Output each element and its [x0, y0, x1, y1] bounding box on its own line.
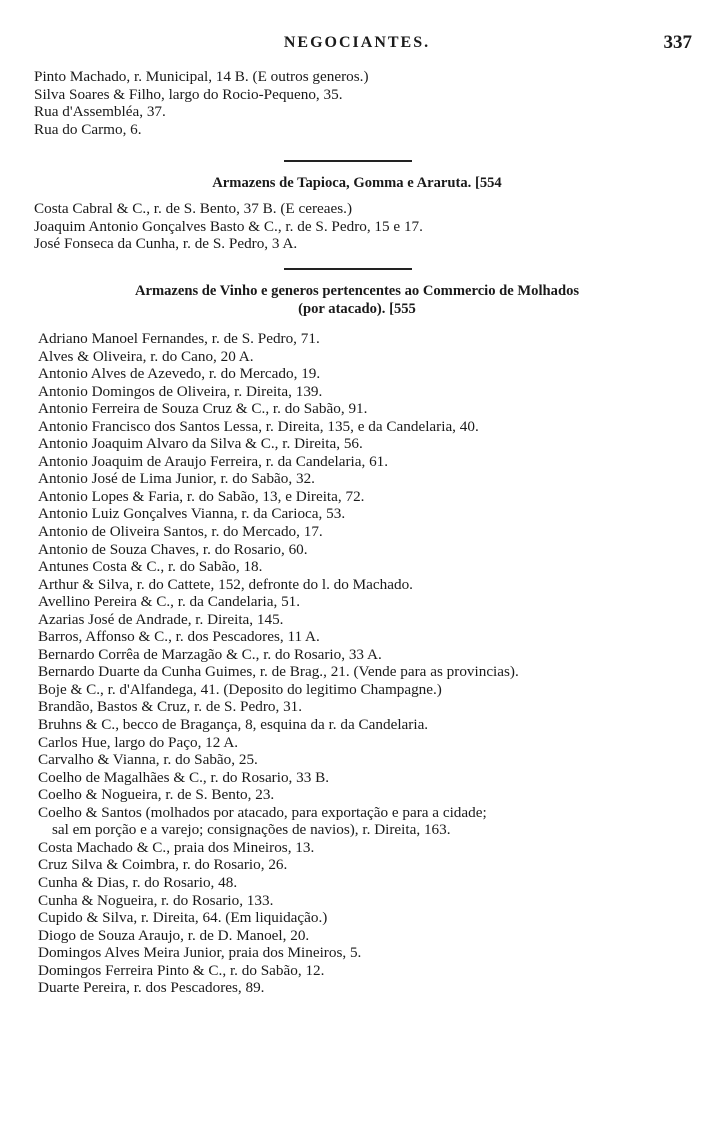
page-header-title: NEGOCIANTES. — [283, 34, 431, 51]
list-item: Coelho de Magalhães & C., r. do Rosario, 33 B. — [38, 768, 330, 786]
list-item: Rua d'Assembléa, 37. — [34, 103, 166, 121]
list-item: Domingos Alves Meira Junior, praia dos Mineiros, 5. — [38, 944, 362, 962]
list-item: Carvalho & Vianna, r. do Sabão, 25. — [38, 751, 258, 769]
section-code: [555 — [389, 301, 416, 317]
list-item: Antonio Lopes & Faria, r. do Sabão, 13, e Direita, 72. — [38, 487, 365, 505]
list-item: Boje & C., r. d'Alfandega, 41. (Deposito do legitimo Champagne.) — [38, 680, 442, 698]
list-item: Rua do Carmo, 6. — [34, 120, 142, 138]
list-item: Costa Machado & C., praia dos Mineiros, 13. — [38, 838, 315, 856]
list-item: Antonio Joaquim de Araujo Ferreira, r. da Candelaria, 61. — [38, 452, 389, 470]
list-item: Avellino Pereira & C., r. da Candelaria, 51. — [38, 593, 301, 611]
list-item: Antonio Francisco dos Santos Lessa, r. Direita, 135, e da Candelaria, 40. — [38, 417, 479, 435]
list-item: Silva Soares & Filho, largo do Rocio-Pequeno, 35. — [34, 85, 343, 103]
list-item: Costa Cabral & C., r. de S. Bento, 37 B. (E cereaes.) — [34, 200, 353, 217]
list-item: Bruhns & C., becco de Bragança, 8, esquina da r. da Candelaria. — [38, 716, 429, 734]
page-number: 337 — [663, 32, 692, 53]
list-item: Antonio José de Lima Junior, r. do Sabão, 32. — [38, 470, 315, 488]
list-item: Diogo de Souza Araujo, r. de D. Manoel, 20. — [38, 926, 310, 944]
section-divider — [284, 268, 412, 270]
list-item: Antonio Ferreira de Souza Cruz & C., r. do Sabão, 91. — [38, 400, 368, 418]
list-item: Cunha & Nogueira, r. do Rosario, 133. — [38, 891, 274, 909]
list-item: Alves & Oliveira, r. do Cano, 20 A. — [38, 347, 254, 365]
list-item: Cruz Silva & Coimbra, r. do Rosario, 26. — [38, 856, 288, 874]
list-item: José Fonseca da Cunha, r. de S. Pedro, 3 A. — [34, 235, 298, 253]
list-item: Carlos Hue, largo do Paço, 12 A. — [38, 733, 239, 751]
section-heading-vinho — [0, 282, 714, 318]
list-item: Bernardo Duarte da Cunha Guimes, r. de Brag., 21. (Vende para as provincias). — [38, 663, 519, 681]
section-heading-tapioca — [0, 174, 714, 192]
list-item: Antonio de Oliveira Santos, r. do Mercado, 17. — [38, 523, 323, 541]
list-item: Antonio de Souza Chaves, r. do Rosario, 60. — [38, 540, 308, 558]
list-item: Adriano Manoel Fernandes, r. de S. Pedro, 71. — [38, 330, 320, 347]
section-title: Armazens de Tapioca, Gomma e Araruta. — [212, 175, 472, 191]
continuation-list — [0, 68, 714, 138]
section-code: [554 — [474, 175, 502, 191]
vinho-list — [0, 330, 714, 997]
list-item: Coelho & Nogueira, r. de S. Bento, 23. — [38, 786, 275, 804]
list-item: Antonio Domingos de Oliveira, r. Direita, 139. — [38, 382, 323, 400]
list-item: Azarias José de Andrade, r. Direita, 145. — [38, 610, 284, 628]
list-item: Antonio Luiz Gonçalves Vianna, r. da Carioca, 53. — [38, 505, 346, 523]
list-item: Domingos Ferreira Pinto & C., r. do Sabão, 12. — [38, 961, 325, 979]
list-item: Arthur & Silva, r. do Cattete, 152, defronte do l. do Machado. — [38, 575, 413, 593]
list-item: Antunes Costa & C., r. do Sabão, 18. — [38, 558, 263, 576]
list-item: Antonio Alves de Azevedo, r. do Mercado, 19. — [38, 365, 321, 383]
list-item: Bernardo Corrêa de Marzagão & C., r. do Rosario, 33 A. — [38, 645, 382, 663]
tapioca-list — [0, 200, 714, 253]
list-item: Duarte Pereira, r. dos Pescadores, 89. — [38, 979, 265, 997]
list-item: Cupido & Silva, r. Direita, 64. (Em liquidação.) — [38, 909, 328, 927]
list-item: Coelho & Santos (molhados por atacado, para exportação e para a cidade; — [38, 803, 487, 821]
section-title: Armazens de Vinho e generos pertencentes ao Commercio de Molhados — [134, 283, 580, 299]
list-item: Barros, Affonso & C., r. dos Pescadores, 11 A. — [38, 628, 320, 646]
list-item: Brandão, Bastos & Cruz, r. de S. Pedro, 31. — [38, 698, 303, 716]
section-divider — [284, 160, 412, 162]
list-item: sal em porção e a varejo; consignações de navios), r. Direita, 163. — [52, 821, 451, 839]
list-item: Joaquim Antonio Gonçalves Basto & C., r. de S. Pedro, 15 e 17. — [34, 217, 423, 235]
list-item: Cunha & Dias, r. do Rosario, 48. — [38, 873, 238, 891]
section-subtitle: (por atacado). — [298, 301, 386, 317]
list-item: Antonio Joaquim Alvaro da Silva & C., r. Direita, 56. — [38, 435, 363, 453]
list-item: Pinto Machado, r. Municipal, 14 B. (E outros generos.) — [34, 68, 369, 85]
